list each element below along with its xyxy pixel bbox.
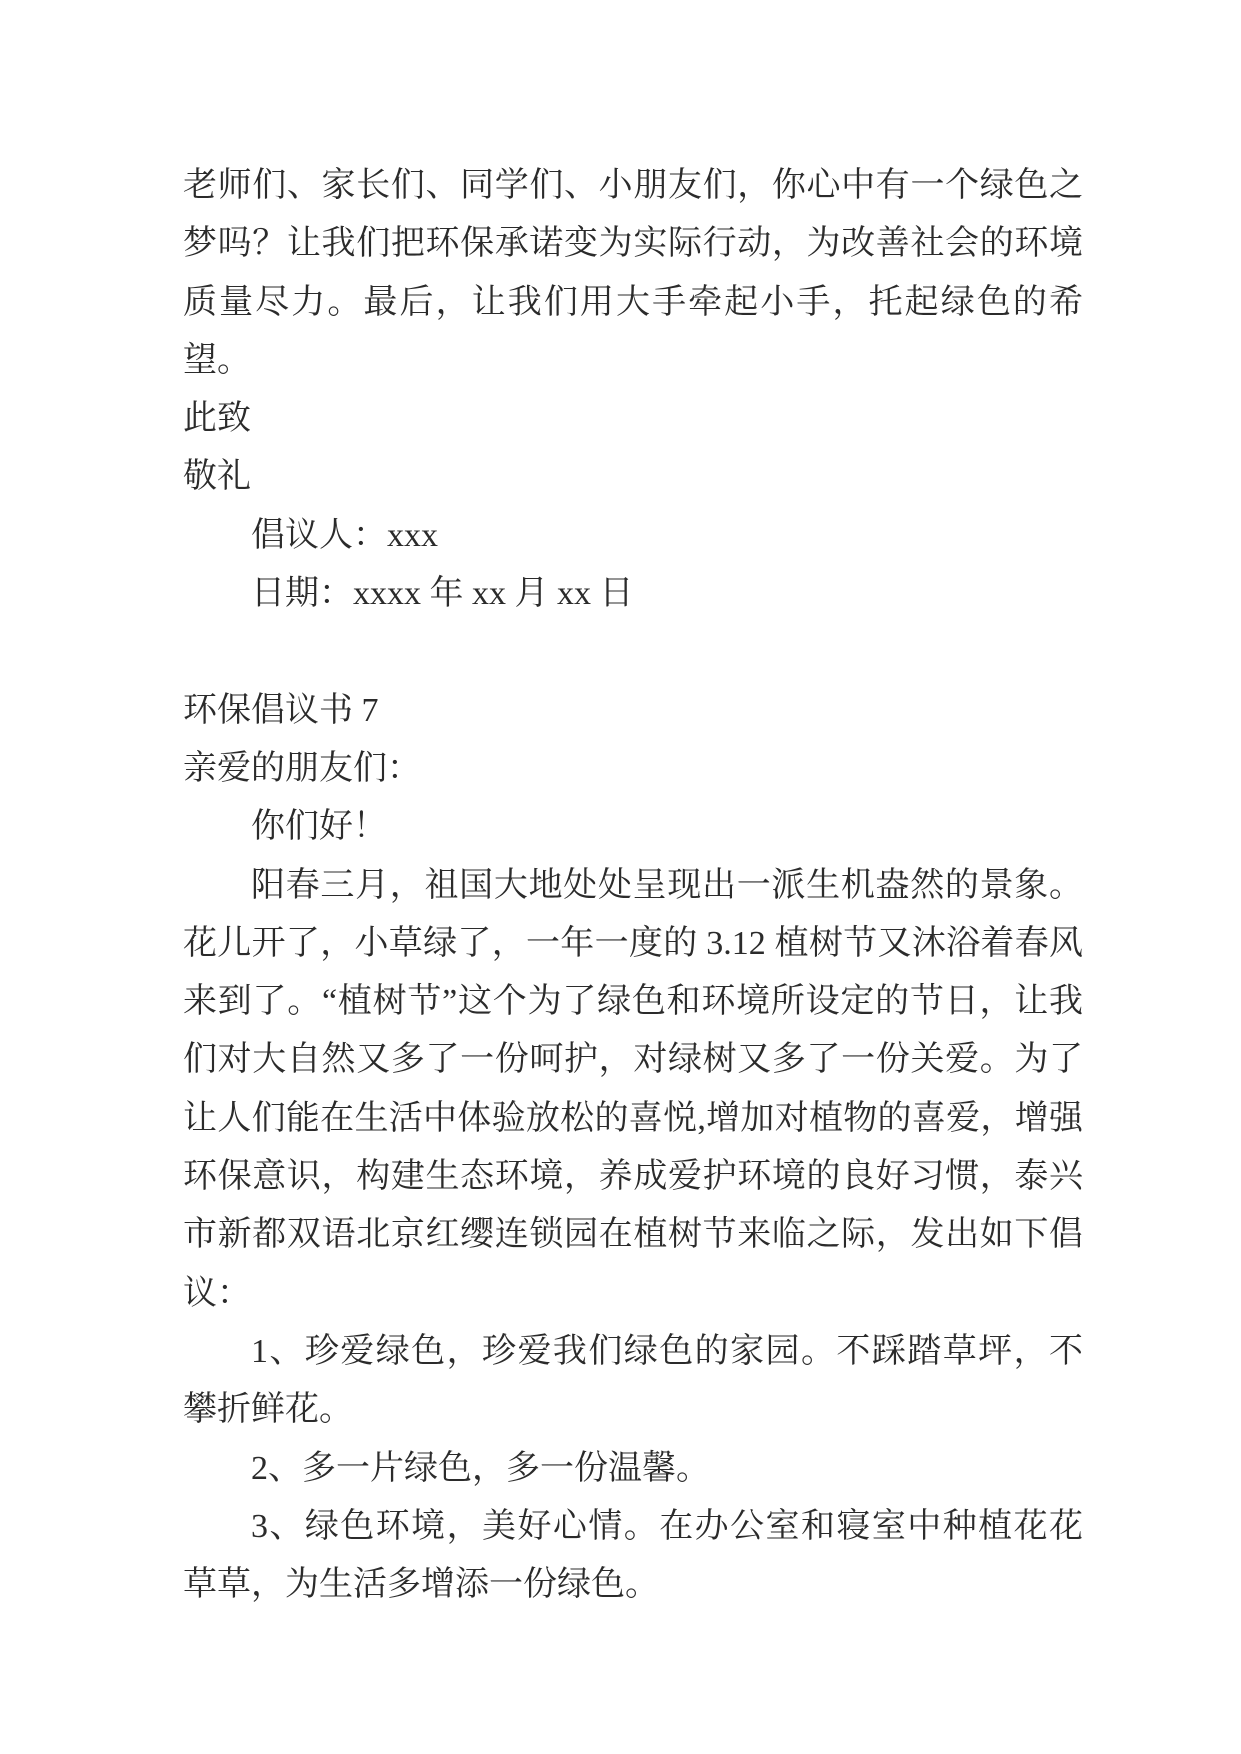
greeting-line: 亲爱的朋友们： [183,749,421,787]
closing-body-paragraph: 老师们、家长们、同学们、小朋友们，你心中有一个绿色之梦吗？让我们把环保承诺变为实际行动，为改善社会的环境质量尽力。最后，让我们用大手牵起小手，托起绿色的希望。 [183,167,1083,379]
blank-line [183,623,1083,681]
salute-line-jingli: 敬礼 [183,458,251,496]
salute-line-cizhi: 此致 [183,400,251,438]
proposal-item-3: 3、绿色环境，美好心情。在办公室和寝室中种植花花草草，为生活多增添一份绿色。 [183,1507,1083,1604]
document-body [183,157,1083,1614]
hello-line: 你们好！ [251,808,387,846]
proposal-item-2: 2、多一片绿色，多一份温馨。 [251,1449,710,1487]
intro-paragraph: 阳春三月，祖国大地处处呈现出一派生机盎然的景象。花儿开了，小草绿了，一年一度的 3.12 植树节又沐浴着春风来到了。“植树节”这个为了绿色和环境所设定的节日，让我们对大自然又多了一份呵护，对绿树又多了一份关爱。为了让人们能在生活中体验放松的喜悦,增加对植物的喜爱，增强环保意识，构建生态环境，养成爱护环境的良好习惯，泰兴市新都双语北京红缨连锁园在植树节来临之际，发出如下倡议： [183,866,1083,1312]
section-title: 环保倡议书 7 [183,691,379,729]
date-line: 日期：xxxx 年 xx 月 xx 日 [251,575,634,613]
signature-line: 倡议人：xxx [251,516,438,554]
proposal-item-1: 1、珍爱绿色，珍爱我们绿色的家园。不踩踏草坪，不攀折鲜花。 [183,1332,1083,1429]
